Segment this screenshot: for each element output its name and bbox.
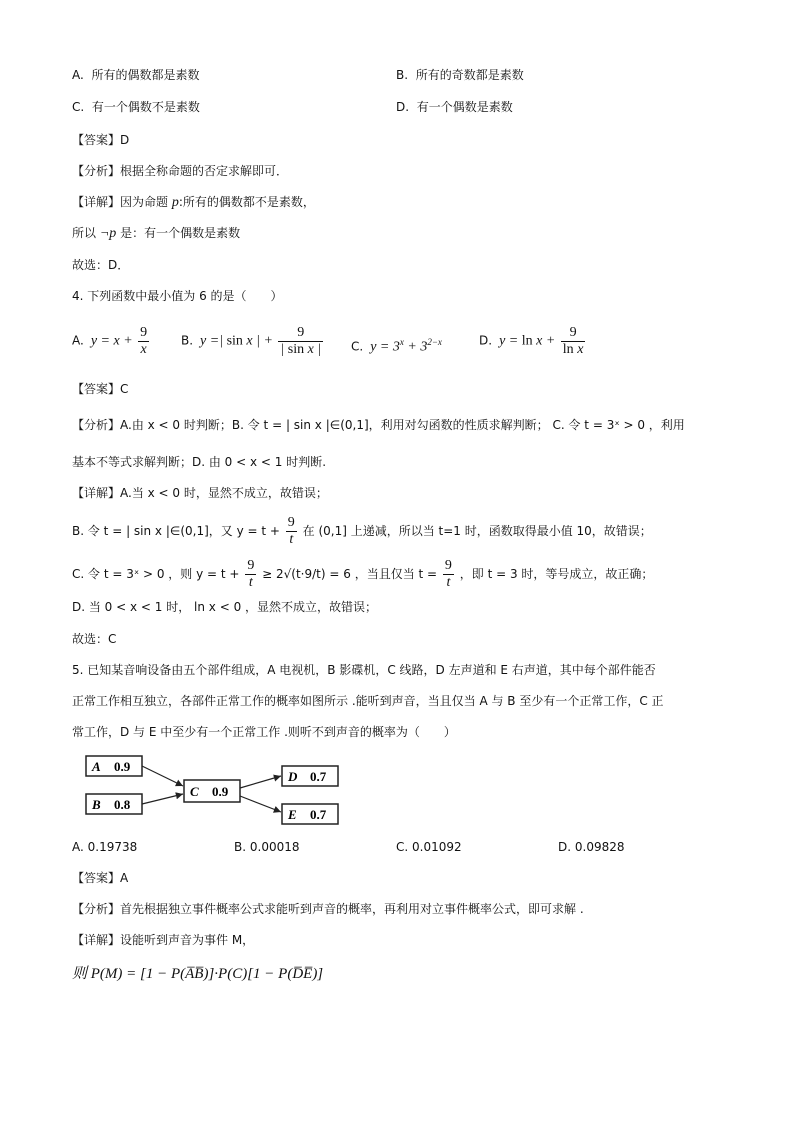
svg-text:0.7: 0.7: [310, 769, 327, 784]
svg-text:B: B: [92, 797, 101, 812]
q4-option-a: A. y = x + $\frac{9}{x}$: [72, 325, 148, 357]
q4-detail-b: B. 令 t = | sin x |∈(0,1]，又 y = t + $\frac{9}{t}$ 在 (0,1] 上递减，所以当 t=1 时，函数取得最小值 10，故错误；: [72, 515, 652, 547]
box-b: [86, 794, 142, 814]
q4-analysis-line2: 基本不等式求解判断；D. 由 0 < x < 1 时判断.: [72, 455, 327, 469]
q5-detail-line2: 则 P(M) = [1 − P(A̅B̅)]·P(C)[1 − P(D̅E̅)]: [72, 966, 324, 982]
q4-answer: 【答案】C: [72, 382, 129, 396]
q4-option-c: C. $y = 3^x + 3^{2-x}$: [351, 337, 442, 355]
q3-option-a: A. 所有的偶数都是素数: [72, 68, 200, 82]
q3-option-d: D. 有一个偶数是素数: [396, 100, 513, 114]
q4-analysis-line1: 【分析】A.由 x < 0 时判断；B. 令 t = | sin x |∈(0,1]，利用对勾函数的性质求解判断； C. 令 t = 3ˣ > 0 ，利用: [72, 418, 685, 432]
q3-option-b: B. 所有的奇数都是素数: [396, 68, 524, 82]
q3-detail-line2: 所以 ¬p 是：有一个偶数是素数: [72, 226, 241, 241]
svg-text:A: A: [92, 759, 101, 774]
q4-detail-c: C. 令 t = 3ˣ > 0 ，则 y = t + $\frac{9}{t}$ ≥ 2√(t·9/t) = 6 ，当且仅当 t = $\frac{9}{t}$ ，即 t = 3 时，等号成立，故正确；: [72, 558, 654, 590]
q5-stem-line2: 正常工作相互独立，各部件正常工作的概率如图所示 .能听到声音，当且仅当 A 与 B 至少有一个正常工作，C 正: [72, 694, 664, 708]
svg-text:C: C: [190, 784, 199, 799]
box-c: [184, 780, 240, 802]
q5-stem-line1: 5. 已知某音响设备由五个部件组成，A 电视机，B 影碟机，C 线路，D 左声道和 E 右声道，其中每个部件能否: [72, 663, 656, 677]
q3-analysis: 【分析】根据全称命题的否定求解即可．: [72, 164, 289, 178]
svg-text:D: D: [288, 769, 298, 784]
q5-detail-line1: 【详解】设能听到声音为事件 M，: [72, 933, 255, 947]
q5-analysis: 【分析】首先根据独立事件概率公式求能听到声音的概率，再利用对立事件概率公式，即可求解 .: [72, 902, 584, 916]
box-d: [282, 766, 338, 786]
svg-text:0.8: 0.8: [114, 797, 131, 812]
arrow-a-c: [142, 766, 183, 786]
q3-choose: 故选：D．: [72, 258, 130, 272]
q5-option-d: D. 0.09828: [558, 840, 625, 854]
q4-detail-a: 【详解】A.当 x < 0 时，显然不成立，故错误；: [72, 486, 328, 500]
q5-option-a: A. 0.19738: [72, 840, 138, 854]
q4-stem: 4. 下列函数中最小值为 6 的是（ ）: [72, 289, 283, 303]
q4-choose: 故选：C: [72, 632, 117, 646]
arrow-c-d: [240, 776, 281, 788]
q3-detail-line1: 【详解】因为命题 p:所有的偶数都不是素数，: [72, 195, 315, 210]
q4-option-b: B. y =| sin x | + $\frac{9}{\text{| sin x |}}$: [181, 325, 322, 357]
arrow-c-e: [240, 796, 281, 812]
svg-text:0.9: 0.9: [212, 784, 229, 799]
q5-option-b: B. 0.00018: [234, 840, 300, 854]
circuit-diagram: [84, 752, 344, 832]
q5-option-c: C. 0.01092: [396, 840, 462, 854]
q3-answer: 【答案】D: [72, 133, 130, 147]
box-a: [86, 756, 142, 776]
svg-text:E: E: [288, 807, 297, 822]
q5-answer: 【答案】A: [72, 871, 129, 885]
svg-text:0.9: 0.9: [114, 759, 131, 774]
arrow-b-c: [142, 794, 183, 804]
box-e: [282, 804, 338, 824]
q3-option-c: C. 有一个偶数不是素数: [72, 100, 200, 114]
svg-text:0.7: 0.7: [310, 807, 327, 822]
q4-detail-d: D. 当 0 < x < 1 时， ln x < 0 ，显然不成立，故错误；: [72, 600, 378, 614]
q4-option-d: D. y = ln x + $\frac{9}{\text{ln x}}$: [479, 325, 584, 357]
q5-stem-line3: 常工作，D 与 E 中至少有一个正常工作 .则听不到声音的概率为（ ）: [72, 725, 456, 739]
